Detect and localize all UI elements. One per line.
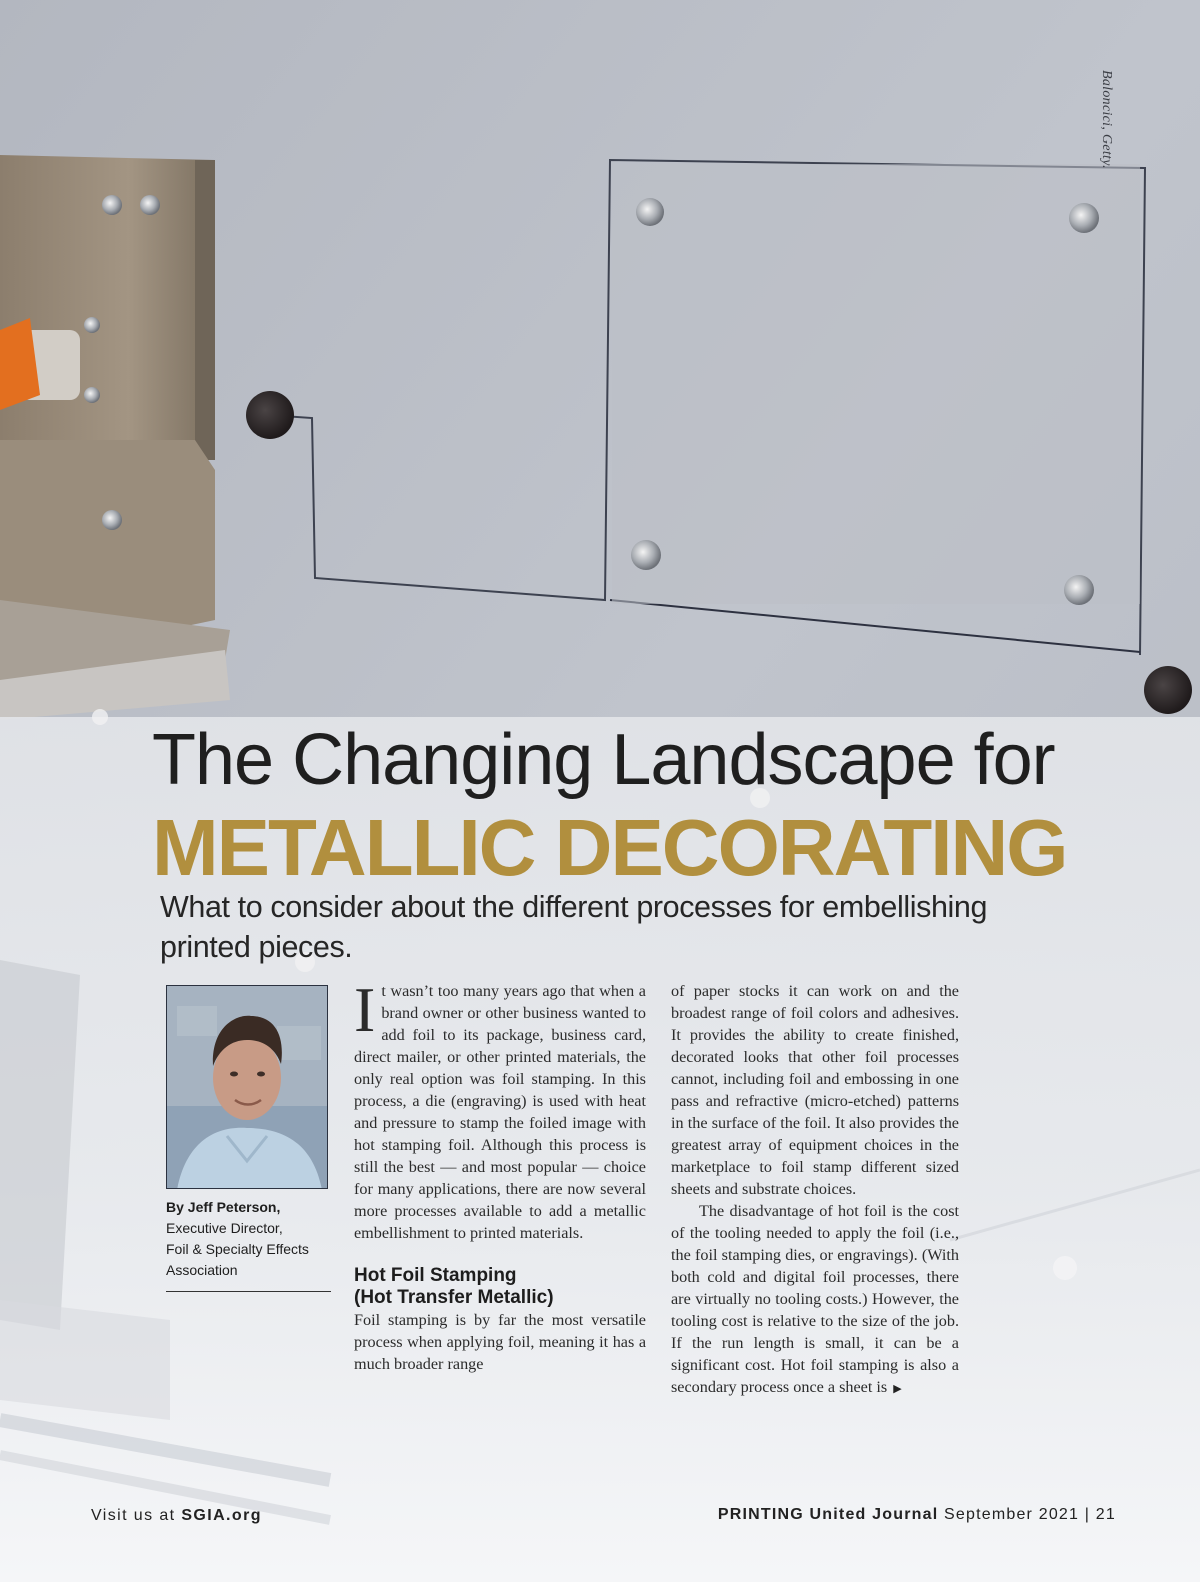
footer-issue: September 2021 [944, 1506, 1080, 1523]
author-portrait [166, 985, 328, 1189]
page-number: 21 [1095, 1506, 1116, 1523]
paragraph-3-text: The disadvantage of hot foil is the cost of the tooling needed to apply the foil (i.e., the foil stamping dies, or engravings). (With both cold and digital foil processes, there are virtually no tooling costs.) However, the tooling cost is relative to the size of the job. If the run length is small, it can be a significant cost. Hot foil stamping is also a secondary process once a sheet is [671, 1202, 959, 1396]
footer-visit-prefix: Visit us at [91, 1507, 176, 1524]
author-byline [166, 1197, 336, 1281]
photo-credit: Baloncici, Getty. [1099, 70, 1114, 169]
body-paragraph-1 [354, 974, 646, 1244]
author-name: By Jeff Peterson, [166, 1199, 281, 1215]
body-paragraph-2-end: of paper stocks it can work on and the broadest range of foil colors and adhesives. It provides the ability to create finished, decorated looks that other foil processes cannot, including foil and embossing in one pass and refractive (micro-etched) patterns in the surface of the foil. It also provides the greatest array of equipment choices in the marketplace to foil stamp different sized sheets and substrate choices. [671, 982, 959, 1198]
section-subhead [354, 1265, 646, 1309]
footer-separator: | [1084, 1506, 1091, 1523]
article-headline: METALLIC DECORATING [152, 803, 1067, 892]
paragraph-1-text: t wasn’t too many years ago that when a brand owner or other business wanted to add foil to its package, business card, direct mailer, or other printed materials, the only real option was foil stamping. In this process, a die (engraving) is used with heat and pressure to stamp the foiled image with hot stamping foil. Although this process is still the best — and most popular — choice for many applications, there are now several more processes available to add a metallic embellishment to printed materials. [354, 982, 646, 1242]
footer-folio [718, 1506, 1116, 1524]
right-triangle-icon: ▶ [893, 1383, 902, 1395]
footer-publication: PRINTING United Journal [717, 1506, 939, 1523]
article-dek: What to consider about the different processes for embellishing printed pieces. [160, 890, 988, 964]
article-title-line: The Changing Landscape for [152, 720, 1055, 800]
body-paragraph-3 [671, 1200, 959, 1400]
footer-visit [91, 1507, 262, 1525]
subhead-line-2: (Hot Transfer Metallic) [354, 1287, 554, 1308]
body-paragraph-2-start: Foil stamping is by far the most versatile process when applying foil, meaning it has a much broader range [354, 1311, 646, 1373]
footer-site-link[interactable]: SGIA.org [181, 1507, 262, 1524]
author-org-line2: Association [166, 1262, 238, 1278]
body-column-2 [671, 980, 959, 1400]
subhead-line-1: Hot Foil Stamping [354, 1265, 517, 1286]
drop-cap: I [354, 974, 376, 1045]
author-org-line1: Foil & Specialty Effects [166, 1241, 309, 1257]
author-role: Executive Director, [166, 1220, 283, 1236]
author-divider [166, 1291, 331, 1292]
body-column-1 [354, 974, 646, 1375]
